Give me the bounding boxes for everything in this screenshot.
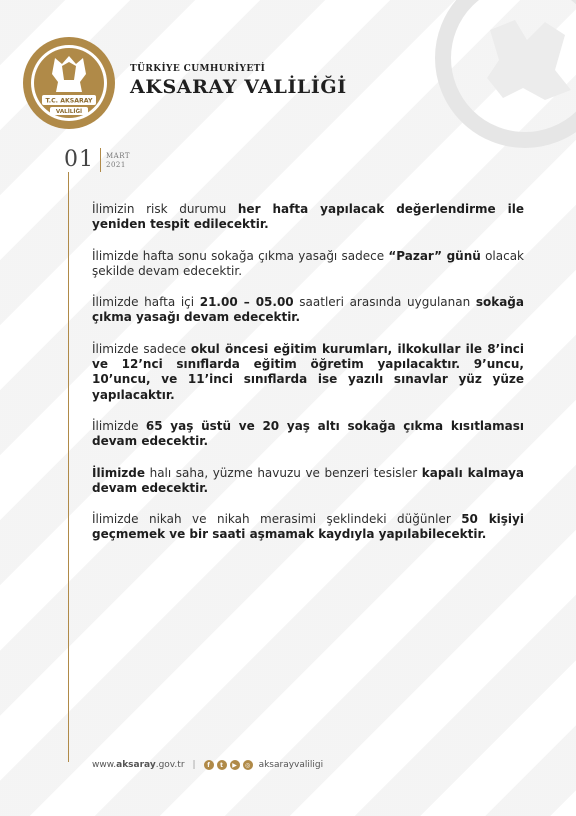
text-run: İlimizde sadece	[92, 341, 191, 356]
text-run: olacak şekilde devam edecektir.	[92, 248, 525, 278]
logo-text-bottom: VALİLİĞİ	[55, 109, 83, 115]
aksaray-valiligi-logo	[22, 36, 116, 130]
instagram-icon[interactable]: ◎	[243, 760, 253, 770]
bold-text-run: her hafta yapılacak değerlendirme ile yeniden tespit edilecektir.	[92, 202, 524, 232]
bold-text-run: “Pazar” günü	[388, 248, 481, 263]
date-stamp	[64, 148, 130, 172]
footer	[92, 760, 323, 770]
social-icons	[204, 760, 253, 770]
date-month-year	[101, 152, 130, 169]
logo-text-top: T.C. AKSARAY	[45, 97, 93, 105]
bold-text-run: 50 kişiyi geçmemek ve bir saati aşmamak kaydıyla yapılabilecektir.	[92, 512, 524, 542]
header	[22, 36, 576, 136]
youtube-icon[interactable]: ▶	[230, 760, 240, 770]
bold-text-run: 65 yaş üstü ve 20 yaş altı sokağa çıkma kısıtlaması devam edecektir.	[92, 418, 524, 449]
announcement-paragraph	[92, 419, 524, 450]
date-month: MART	[106, 151, 131, 160]
title-block	[130, 64, 347, 98]
text-run: İlimizde nikah ve nikah merasimi şeklindeki düğünler	[92, 512, 462, 527]
date-year: 2021	[106, 160, 126, 169]
bold-text-run: 21.00 – 05.00	[199, 295, 294, 310]
footer-separator: |	[192, 760, 196, 770]
announcement-paragraph	[92, 466, 524, 497]
announcement-paragraph	[92, 249, 524, 280]
bold-text-run: İlimizde	[92, 465, 146, 480]
bold-text-run: kapalı kalmaya devam edecektir.	[92, 465, 524, 495]
announcement-paragraph	[92, 342, 524, 403]
bold-text-run: okul öncesi eğitim kurumları, ilkokullar ile 8’inci ve 12’nci sınıflarda eğitim öğretim yapılacaktır. 9’uncu, 10’uncu, ve 11’inci sınıflarda ise yazılı sınavlar yüz yüze yapılacaktır.	[92, 341, 525, 402]
website-domain: aksaray	[116, 760, 156, 770]
facebook-icon[interactable]: f	[204, 760, 214, 770]
text-run: saatleri arasında uygulanan	[293, 295, 476, 310]
date-day: 01	[64, 148, 101, 172]
twitter-icon[interactable]: t	[217, 760, 227, 770]
website-suffix: .gov.tr	[155, 760, 185, 770]
announcement-paragraph	[92, 295, 524, 326]
header-subtitle: TÜRKİYE CUMHURİYETİ	[130, 64, 266, 74]
announcement-body	[92, 202, 524, 559]
text-run: İlimizde hafta içi	[92, 295, 200, 310]
bold-text-run: sokağa çıkma yasağı devam edecektir.	[92, 295, 524, 325]
website-link[interactable]	[92, 760, 185, 770]
text-run: İlimizde hafta sonu sokağa çıkma yasağı sadece	[92, 248, 389, 263]
text-run: İlimizin risk durumu	[92, 202, 238, 216]
left-gold-rule	[68, 172, 69, 762]
text-run: halı saha, yüzme havuzu ve benzeri tesisler	[145, 465, 422, 480]
social-handle[interactable]: aksarayvaliligi	[258, 760, 324, 770]
text-run: İlimizde	[92, 418, 146, 433]
announcement-paragraph	[92, 512, 524, 543]
announcement-paragraph	[92, 202, 524, 233]
header-title: AKSARAY VALİLİĞİ	[130, 76, 347, 98]
website-prefix: www.	[92, 760, 117, 770]
